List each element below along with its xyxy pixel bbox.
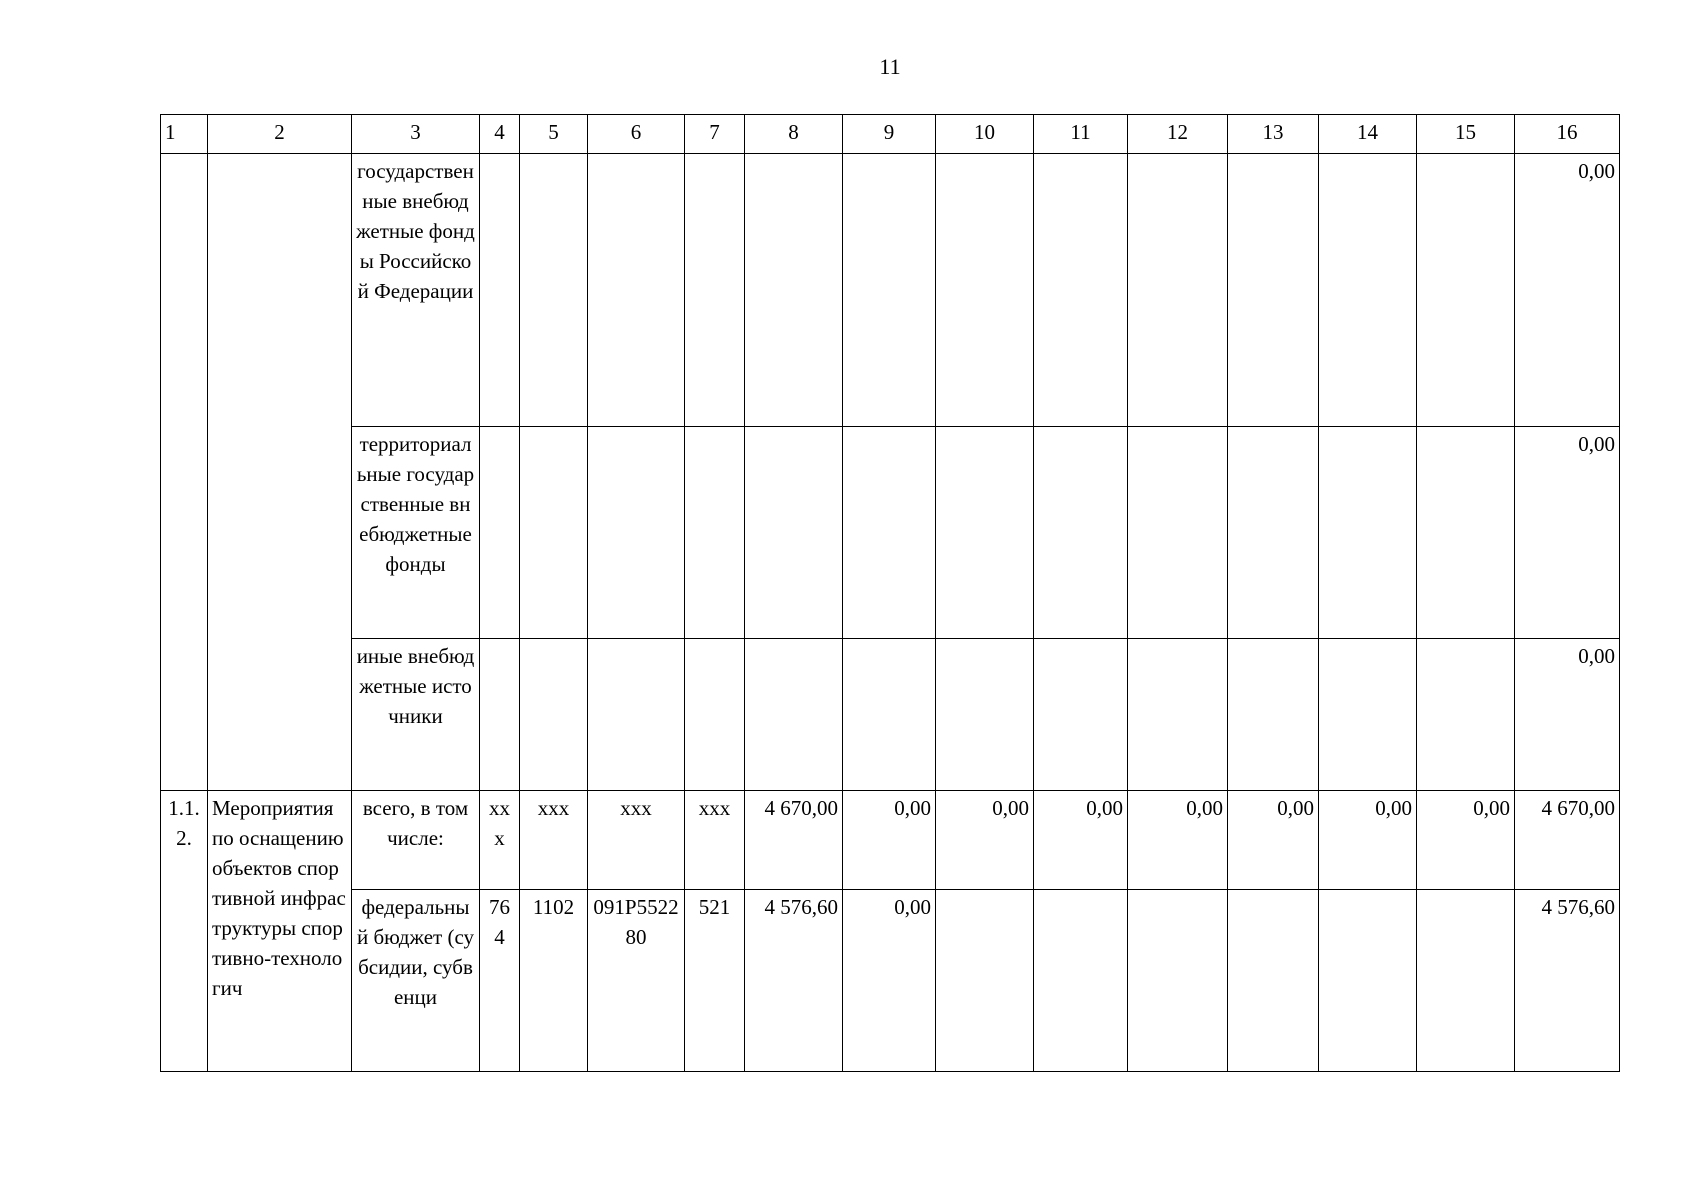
header-cell: 15	[1417, 115, 1515, 154]
source-cell: федеральный бюджет (субсидии, субвенци	[352, 890, 480, 1072]
header-cell: 14	[1319, 115, 1417, 154]
source-cell: государственные внебюджетные фонды Российской Федерации	[352, 154, 480, 427]
amount-cell: 0,00	[843, 791, 936, 890]
measure-number: 1.1.2.	[161, 791, 208, 1072]
header-cell: 13	[1228, 115, 1319, 154]
source-cell: иные внебюджетные источники	[352, 639, 480, 791]
header-row	[161, 115, 1620, 154]
table-row	[161, 890, 1620, 1072]
header-cell: 2	[208, 115, 352, 154]
header-cell: 16	[1515, 115, 1620, 154]
total-cell: 0,00	[1515, 427, 1620, 639]
table-row	[161, 639, 1620, 791]
header-cell: 3	[352, 115, 480, 154]
header-cell: 9	[843, 115, 936, 154]
amount-cell: 0,00	[1417, 791, 1515, 890]
code-cell: 521	[685, 890, 745, 1072]
amount-cell: 4 670,00	[745, 791, 843, 890]
source-cell: территориальные государственные внебюджетные фонды	[352, 427, 480, 639]
total-cell: 0,00	[1515, 154, 1620, 427]
code-cell: 764	[480, 890, 520, 1072]
page-number: 11	[879, 54, 901, 79]
source-cell: всего, в том числе:	[352, 791, 480, 890]
code-cell: 091P552280	[588, 890, 685, 1072]
table-row	[161, 154, 1620, 427]
amount-cell: 0,00	[936, 791, 1034, 890]
code-cell: xxx	[480, 791, 520, 890]
header-cell: 4	[480, 115, 520, 154]
table-row	[161, 791, 1620, 890]
total-cell: 4 576,60	[1515, 890, 1620, 1072]
header-cell: 10	[936, 115, 1034, 154]
total-cell: 0,00	[1515, 639, 1620, 791]
header-cell: 1	[161, 115, 208, 154]
amount-cell: 4 576,60	[745, 890, 843, 1072]
header-cell: 12	[1128, 115, 1228, 154]
header-cell: 6	[588, 115, 685, 154]
empty-cell	[208, 154, 352, 791]
header-cell: 8	[745, 115, 843, 154]
amount-cell: 0,00	[1319, 791, 1417, 890]
total-cell: 4 670,00	[1515, 791, 1620, 890]
amount-cell: 0,00	[1034, 791, 1128, 890]
budget-table	[160, 114, 1620, 1072]
code-cell: xxx	[685, 791, 745, 890]
header-cell: 5	[520, 115, 588, 154]
header-cell: 11	[1034, 115, 1128, 154]
measure-name: Мероприятия по оснащению объектов спортивной инфраструктуры спортивно-технологич	[208, 791, 352, 1072]
code-cell: xxx	[588, 791, 685, 890]
code-cell: 1102	[520, 890, 588, 1072]
code-cell: xxx	[520, 791, 588, 890]
empty-cell	[161, 154, 208, 791]
amount-cell: 0,00	[1228, 791, 1319, 890]
amount-cell: 0,00	[1128, 791, 1228, 890]
amount-cell: 0,00	[843, 890, 936, 1072]
header-cell: 7	[685, 115, 745, 154]
table-row	[161, 427, 1620, 639]
